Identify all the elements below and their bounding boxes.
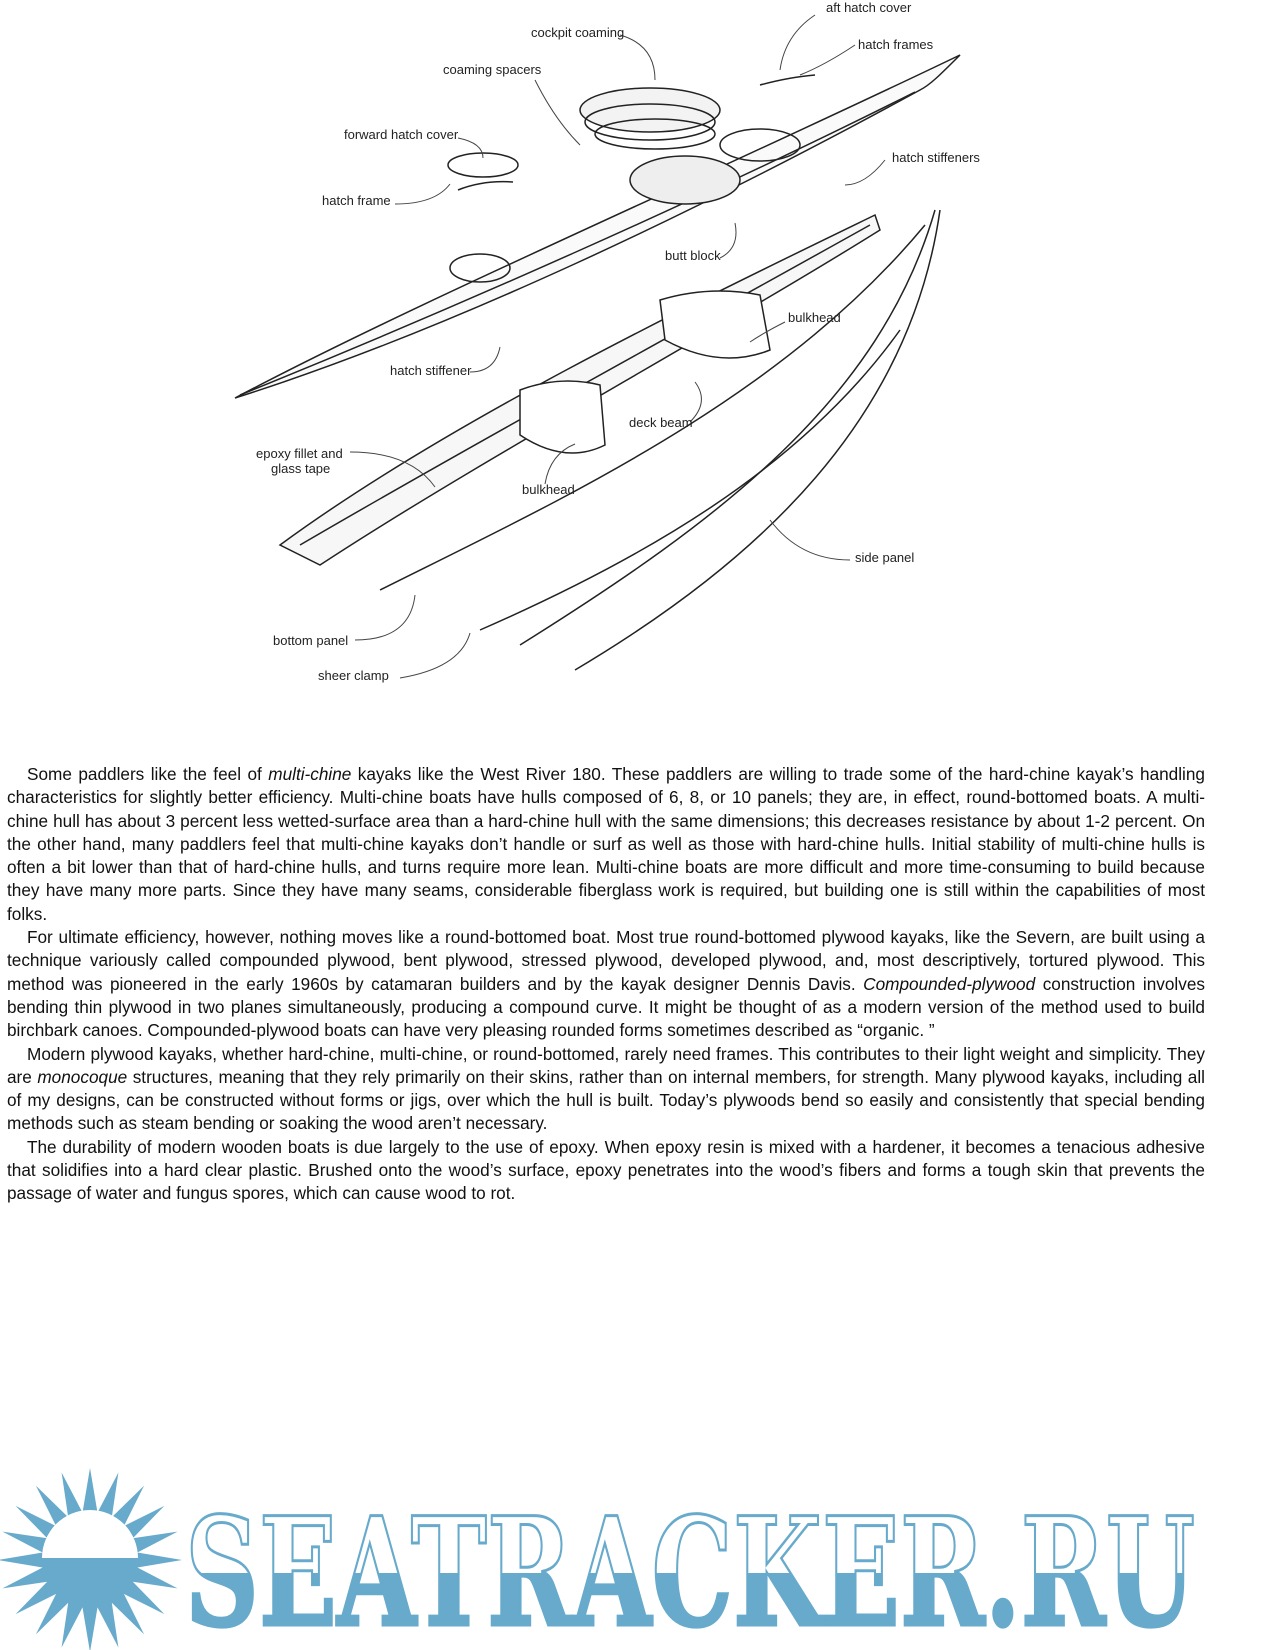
- label-cockpit-coaming: cockpit coaming: [531, 25, 625, 40]
- text: Some paddlers like the feel of: [27, 764, 269, 784]
- sun-icon: [0, 1460, 1275, 1650]
- text: Modern plywood kayaks, whether hard-chine, multi-chine, or round-bottomed, rarely need frames. This contributes to their light weight and simplicity. They are: [7, 1043, 1205, 1087]
- kayak-drawing: [0, 0, 1275, 720]
- label-forward-hatch-cover: forward hatch cover: [344, 127, 459, 142]
- text: structures, meaning that they rely primarily on their skins, rather than on internal members, for strength. Many plywood kayaks, including all of my designs, can be constructed without forms or jigs, over which the hull is built. Today’s plywoods bend so easily and consistently that special bending methods such as steam bending or soaking the wood aren’t necessary.: [7, 1066, 1205, 1134]
- text: For ultimate efficiency, however, nothing moves like a round-bottomed boat. Most true round-bottomed plywood kayaks, like the Severn, are built using a technique variously called compounded plywood, bent plywood, stressed plywood, developed plywood, and, most descriptively, tortured plywood. This method was pioneered in the early 1960s by catamaran builders and by the kayak designer Dennis Davis.: [7, 927, 1205, 994]
- label-hatch-frames: hatch frames: [858, 37, 934, 52]
- text: construction involves bending thin plywood in two planes simultaneously, producing a compound curve. It might be thought of as a modern version of the method used to build birchbark canoes. Compounded-plywood boats can have very pleasing rounded forms sometimes described as “organic. ”: [7, 973, 1205, 1041]
- label-deck-beam: deck beam: [629, 415, 693, 430]
- label-bottom-panel: bottom panel: [273, 633, 349, 648]
- label-side-panel: side panel: [855, 550, 915, 565]
- label-epoxy-fillet: epoxy fillet and: [256, 446, 343, 461]
- paragraph: [7, 1136, 1205, 1206]
- label-glass-tape: glass tape: [271, 461, 331, 476]
- label-aft-hatch-cover: aft hatch cover: [826, 0, 912, 15]
- kayak-exploded-diagram: [0, 0, 1275, 720]
- label-sheer-clamp: sheer clamp: [318, 668, 389, 683]
- label-bulkhead-aft: bulkhead: [788, 310, 841, 325]
- sun-rays: [0, 1468, 182, 1650]
- paragraph: [7, 763, 1205, 926]
- label-coaming-spacers: coaming spacers: [443, 62, 542, 77]
- label-hatch-frame: hatch frame: [322, 193, 391, 208]
- paragraph: [7, 926, 1205, 1042]
- label-bulkhead-fwd: bulkhead: [522, 482, 575, 497]
- label-hatch-stiffener: hatch stiffener: [390, 363, 472, 378]
- body-text: [7, 763, 1205, 1206]
- watermark-logo: [0, 1460, 1275, 1650]
- watermark-text: SEATRACKER.RU: [185, 1485, 1195, 1650]
- text: kayaks like the West River 180. These paddlers are willing to trade some of the hard-chine kayak’s handling characteristics for slightly better efficiency. Multi-chine boats have hulls composed of 6, 8, or 10 panels; they are, in effect, round-bottomed boats. A multi-chine hull has about 3 percent less wetted-surface area than a hard-chine hull with the same dimensions; this decreases resistance by about 1-2 percent. On the other hand, many paddlers feel that multi-chine kayaks don’t handle or surf as well as those with hard-chine hulls. Initial stability of multi-chine hulls is often a bit lower than that of hard-chine hulls, and turns require more lean. Multi-chine boats are more difficult and more time-consuming to build because they have many more parts. Since they have many seams, considerable fiberglass work is required, but building one is still within the capabilities of most folks.: [7, 764, 1205, 924]
- emphasis: multi-chine: [268, 764, 352, 784]
- text: The durability of modern wooden boats is due largely to the use of epoxy. When epoxy resin is mixed with a hardener, it becomes a tenacious adhesive that solidifies into a hard clear plastic. Brushed onto the wood’s surface, epoxy penetrates into the wood’s fibers and forms a tough skin that prevents the passage of water and fungus spores, which can cause wood to rot.: [7, 1136, 1205, 1204]
- label-butt-block: butt block: [665, 248, 721, 263]
- emphasis: Compounded-plywood: [863, 973, 1036, 994]
- paragraph: [7, 1043, 1205, 1136]
- label-hatch-stiffeners: hatch stiffeners: [892, 150, 980, 165]
- emphasis: monocoque: [37, 1066, 128, 1087]
